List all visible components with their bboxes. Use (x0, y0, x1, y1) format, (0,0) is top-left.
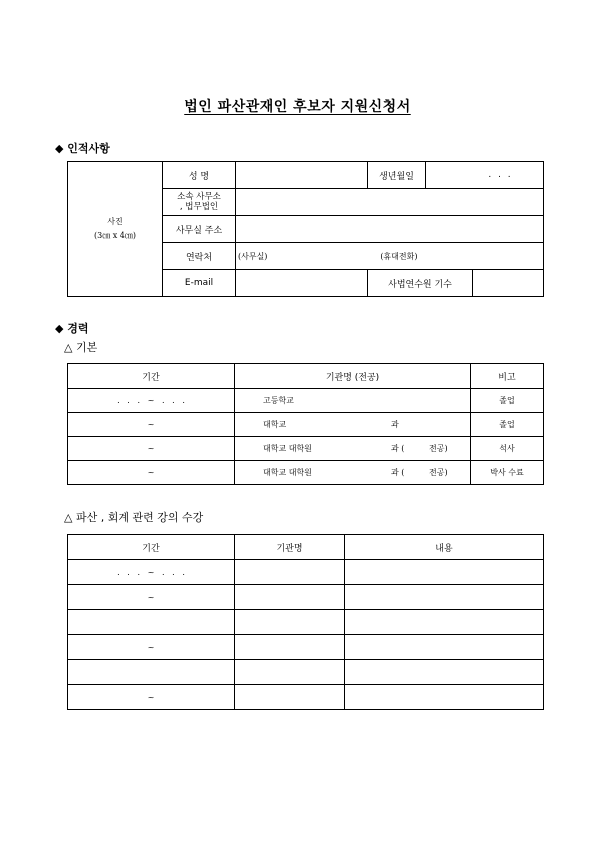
note-cell[interactable]: 졸업 (471, 389, 544, 413)
institution-cell[interactable] (235, 437, 471, 461)
table-row (68, 660, 544, 685)
name-field[interactable] (236, 162, 368, 189)
institution-cell[interactable] (235, 413, 471, 437)
training-class-label: 사법연수원 기수 (368, 270, 473, 297)
institution-cell[interactable] (235, 461, 471, 485)
office-address-label: 사무실 주소 (163, 216, 236, 243)
contact-mobile-label: (휴대전화) (380, 251, 418, 261)
institution-cell[interactable] (235, 635, 345, 660)
period-cell[interactable]: ~ (68, 685, 235, 710)
col-note-header: 비고 (471, 364, 544, 389)
col-institution-header: 기관명 (235, 535, 345, 560)
table-row (68, 635, 544, 660)
department-label: 과 ( (391, 468, 405, 477)
section-lectures-heading: △ 파산 , 회계 관련 강의 수강 (64, 511, 204, 524)
email-field[interactable] (236, 270, 368, 297)
period-cell[interactable]: ~ (68, 585, 235, 610)
office-address-field[interactable] (236, 216, 544, 243)
table-row (68, 461, 544, 485)
section-career-heading: ◆ 경력 (55, 322, 89, 335)
period-cell[interactable]: ~ (68, 635, 235, 660)
content-cell[interactable] (345, 610, 544, 635)
col-period-header: 기간 (68, 364, 235, 389)
major-label: 전공) (429, 468, 448, 477)
affiliation-field[interactable] (236, 189, 544, 216)
institution-cell[interactable] (235, 389, 471, 413)
section-basic-heading: △ 기본 (64, 341, 98, 354)
table-row (68, 610, 544, 635)
col-institution-header: 기관명 (전공) (235, 364, 471, 389)
period-cell[interactable]: ~ (68, 437, 235, 461)
email-label: E-mail (163, 270, 236, 297)
birth-label: 생년월일 (368, 162, 426, 189)
lectures-table (67, 534, 544, 710)
table-row (68, 560, 544, 585)
period-cell[interactable]: . . . ~ . . . (68, 560, 235, 585)
period-cell[interactable] (68, 610, 235, 635)
note-cell[interactable]: 석사 (471, 437, 544, 461)
period-cell[interactable]: ~ (68, 461, 235, 485)
table-row (68, 685, 544, 710)
affiliation-label-line1: 소속 사무소 (177, 192, 221, 202)
content-cell[interactable] (345, 660, 544, 685)
note-cell[interactable]: 박사 수료 (471, 461, 544, 485)
institution-cell[interactable] (235, 660, 345, 685)
institution-name: 대학교 대학원 (263, 468, 312, 477)
period-cell[interactable]: . . . ~ . . . (68, 389, 235, 413)
training-class-field[interactable] (473, 270, 544, 297)
photo-size-label: (3㎝ x 4㎝) (93, 231, 137, 240)
personal-info-table (67, 161, 544, 297)
affiliation-label-line2: , 법무법인 (179, 202, 219, 212)
department-label: 과 ( (391, 444, 405, 453)
section-personal-heading: ◆ 인적사항 (55, 142, 110, 155)
table-row (68, 389, 544, 413)
affiliation-label (163, 189, 236, 216)
content-cell[interactable] (345, 560, 544, 585)
photo-label: 사진 (107, 217, 123, 226)
institution-name: 대학교 (263, 420, 287, 429)
department-label: 과 (391, 420, 399, 429)
contact-label: 연락처 (163, 243, 236, 270)
period-cell[interactable]: ~ (68, 413, 235, 437)
institution-name: 대학교 대학원 (263, 444, 312, 453)
table-row (68, 585, 544, 610)
birth-field[interactable]: . . . (426, 162, 544, 189)
institution-name: 고등학교 (263, 396, 294, 405)
col-period-header: 기간 (68, 535, 235, 560)
content-cell[interactable] (345, 635, 544, 660)
content-cell[interactable] (345, 585, 544, 610)
col-content-header: 내용 (345, 535, 544, 560)
basic-career-table (67, 363, 544, 485)
contact-field[interactable] (236, 243, 544, 270)
major-label: 전공) (429, 444, 448, 453)
contact-office-label: (사무실) (238, 251, 268, 261)
document-title: 법인 파산관재인 후보자 지원신청서 (184, 99, 411, 115)
photo-box[interactable] (68, 162, 163, 297)
name-label: 성 명 (163, 162, 236, 189)
content-cell[interactable] (345, 685, 544, 710)
table-row (68, 437, 544, 461)
note-cell[interactable]: 졸업 (471, 413, 544, 437)
institution-cell[interactable] (235, 610, 345, 635)
institution-cell[interactable] (235, 560, 345, 585)
institution-cell[interactable] (235, 585, 345, 610)
institution-cell[interactable] (235, 685, 345, 710)
table-row (68, 413, 544, 437)
period-cell[interactable] (68, 660, 235, 685)
